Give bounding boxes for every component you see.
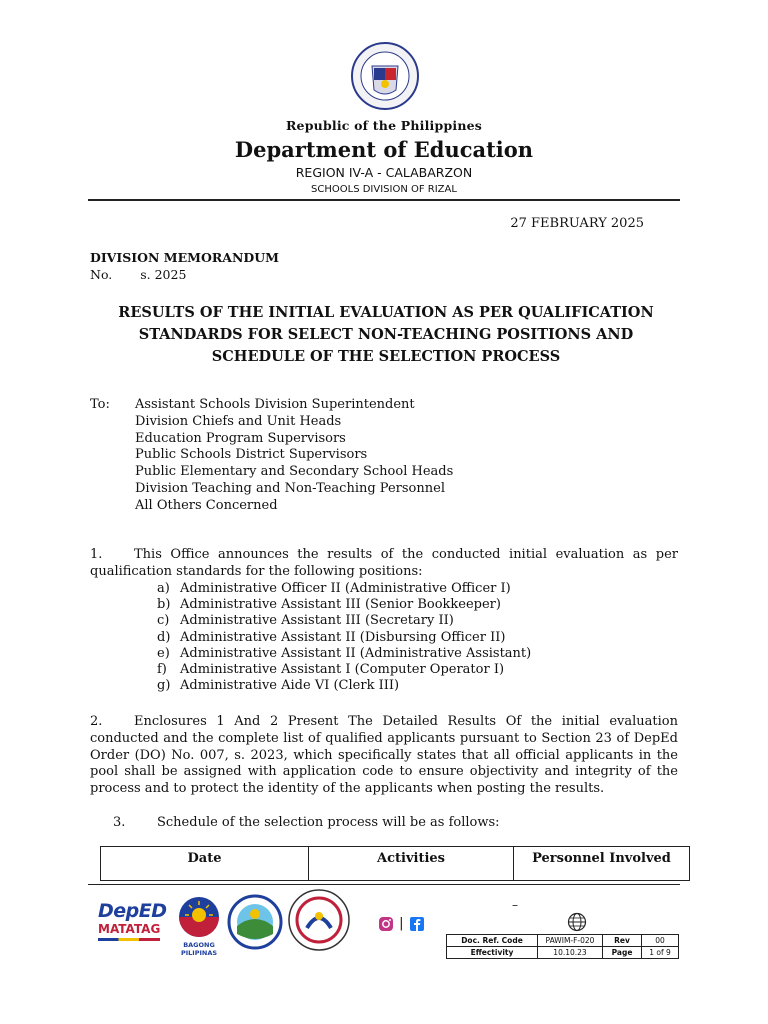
page-label: Page (603, 947, 642, 959)
position-letter: d) (157, 629, 171, 645)
position-text: Administrative Assistant I (Computer Operator I) (180, 662, 505, 678)
position-text: Administrative Aide VI (Clerk III) (180, 678, 400, 694)
quality-award-seal-logo (287, 888, 351, 952)
matatag-logo-text: MATATAG (98, 922, 161, 936)
position-item (157, 662, 531, 678)
instagram-icon[interactable] (378, 916, 394, 932)
social-links (378, 913, 425, 932)
position-text: Administrative Assistant III (Secretary II) (180, 613, 454, 629)
social-separator: | (399, 916, 404, 931)
paragraph-text: Schedule of the selection process will be as follows: (157, 815, 500, 830)
department-header: Department of Education (234, 137, 534, 162)
rev-label: Rev (603, 935, 642, 947)
header-divider (88, 199, 680, 201)
facebook-icon[interactable] (409, 916, 425, 932)
paragraph-1 (90, 547, 678, 581)
footer-dash: – (512, 898, 518, 912)
recipient-list (135, 397, 453, 515)
effectivity-value: 10.10.23 (538, 947, 603, 959)
position-letter: c) (157, 613, 170, 629)
position-item (157, 581, 531, 597)
globe-icon[interactable] (567, 912, 587, 932)
memo-subject: RESULTS OF THE INITIAL EVALUATION AS PER QUALIFICATION STANDARDS FOR SELECT NON-TEACHING POSITIONS AND SCHEDULE OF THE SELECTION PROCESS (118, 304, 654, 365)
position-text: Administrative Officer II (Administrative Officer I) (180, 581, 511, 596)
effectivity-label: Effectivity (447, 947, 538, 959)
to-label: To: (90, 397, 110, 412)
column-header-activities: Activities (309, 847, 514, 881)
position-item (157, 613, 531, 629)
doc-ref-table (446, 934, 679, 959)
schedule-header-row (101, 847, 690, 881)
column-header-date: Date (101, 847, 309, 881)
position-text: Administrative Assistant III (Senior Bookkeeper) (180, 597, 501, 613)
region-header: REGION IV-A - CALABARZON (295, 165, 473, 180)
paragraph-2 (90, 714, 678, 798)
footer-divider (88, 884, 680, 885)
position-letter: a) (157, 581, 170, 596)
deped-seal-logo (350, 38, 420, 118)
deped-logo-text: DepED (98, 900, 167, 922)
position-letter: g) (157, 678, 171, 694)
recipient-item: Public Schools District Supervisors (135, 447, 368, 463)
position-text: Administrative Assistant II (Administrative Assistant) (180, 645, 532, 661)
deped-matatag-logo (98, 900, 167, 956)
recipient-item: Division Teaching and Non-Teaching Personnel (135, 480, 445, 496)
rev-value: 00 (642, 935, 679, 947)
recipient-item: Assistant Schools Division Superintendent (135, 397, 415, 412)
position-text: Administrative Assistant II (Disbursing Officer II) (180, 629, 506, 645)
paragraph-text: Enclosures 1 And 2 Present The Detailed Results Of the initial evaluation conducted and the complete list of qualified applicants pursuant to Section 23 of DepEd Order (DO) No. 007, s. 2023, which specifically states that all official applicants in the pool shall be assigned with application code to ensure objectivity and integrity of the process and to protect the identity of the applicants when posting the results. (90, 714, 678, 797)
position-list (157, 581, 531, 694)
doc-ref-value: PAWIM-F-020 (538, 935, 603, 947)
memo-number (90, 267, 186, 282)
position-letter: f) (157, 662, 167, 678)
paragraph-text: This Office announces the results of the conducted initial evaluation as per qualification standards for the following positions: (90, 547, 678, 579)
paragraph-number: 2. (90, 714, 103, 729)
schedule-table (100, 846, 690, 881)
division-seal-logo (227, 894, 283, 950)
paragraph-number: 3. (113, 815, 126, 830)
position-item (157, 646, 531, 662)
paragraph-number: 1. (90, 547, 103, 562)
memo-no-label: No. (90, 267, 113, 282)
memo-type: DIVISION MEMORANDUM (90, 250, 279, 265)
memo-series: s. 2025 (140, 267, 187, 282)
division-header: SCHOOLS DIVISION OF RIZAL (311, 184, 457, 195)
page-value: 1 of 9 (642, 947, 679, 959)
position-item (157, 630, 531, 646)
paragraph-3 (113, 815, 500, 830)
doc-ref-label: Doc. Ref. Code (447, 935, 538, 947)
effectivity-row (447, 947, 679, 959)
position-item (157, 597, 531, 613)
republic-header: Republic of the Philippines (285, 118, 483, 133)
recipient-item: All Others Concerned (135, 497, 278, 513)
position-letter: e) (157, 645, 170, 661)
memo-date: 27 FEBRUARY 2025 (510, 216, 644, 231)
position-item (157, 678, 531, 694)
recipient-item: Division Chiefs and Unit Heads (135, 413, 342, 429)
position-letter: b) (157, 597, 171, 613)
bagong-pilipinas-label: BAGONG PILIPINAS (180, 941, 218, 957)
column-header-personnel: Personnel Involved (514, 847, 690, 881)
recipient-item: Education Program Supervisors (135, 430, 346, 446)
recipient-item: Public Elementary and Secondary School Heads (135, 464, 454, 480)
doc-ref-row (447, 935, 679, 947)
